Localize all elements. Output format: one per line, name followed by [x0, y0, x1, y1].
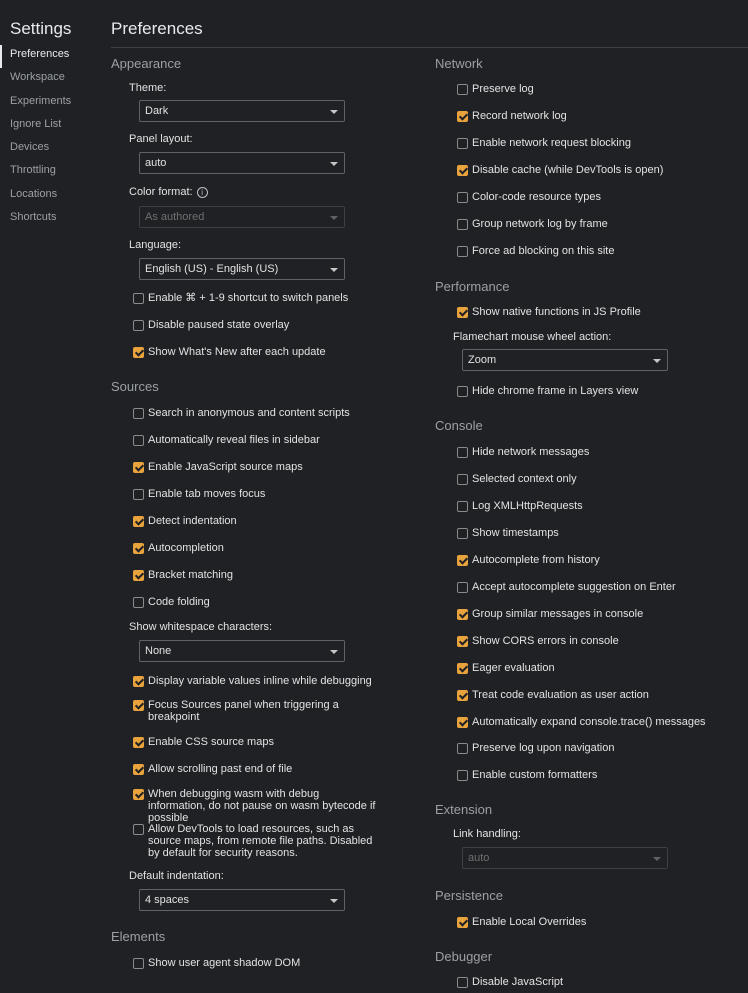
checkbox-unchecked-icon[interactable]: [457, 246, 468, 257]
checkbox-automatically-reveal-files-in-sidebar[interactable]: [133, 434, 383, 446]
panel-layout-select[interactable]: [139, 152, 345, 174]
checkbox-label: Enable CSS source maps: [148, 736, 274, 748]
checkbox-checked-icon[interactable]: [133, 789, 144, 800]
checkbox-label: Hide network messages: [472, 446, 590, 458]
checkbox-checked-icon[interactable]: [457, 636, 468, 647]
checkbox-checked-icon[interactable]: [457, 717, 468, 728]
checkbox-code-folding[interactable]: [133, 596, 383, 608]
section-title-elements: Elements: [111, 929, 166, 944]
checkbox-label: Autocompletion: [148, 542, 224, 554]
settings-sidebar: [0, 0, 88, 993]
checkbox-automatically-expand-console-trace-messa[interactable]: [457, 716, 737, 728]
color-format-label-text: Color format:: [129, 186, 193, 198]
checkbox-label: Enable tab moves focus: [148, 488, 266, 500]
checkbox-show-native-functions-in-js-profile[interactable]: [457, 306, 727, 318]
link-handling-select: [462, 847, 668, 869]
checkbox-unchecked-icon[interactable]: [457, 770, 468, 781]
checkbox-autocomplete-from-history[interactable]: [457, 554, 737, 566]
checkbox-label: Eager evaluation: [472, 662, 555, 674]
sidebar-item-preferences[interactable]: Preferences: [0, 45, 88, 68]
checkbox-checked-icon[interactable]: [133, 543, 144, 554]
checkbox-checked-icon[interactable]: [133, 700, 144, 711]
checkbox-disable-javascript[interactable]: [457, 976, 727, 988]
section-title-persistence: Persistence: [435, 888, 503, 903]
chevron-down-icon: [330, 216, 338, 220]
checkbox-unchecked-icon[interactable]: [457, 192, 468, 203]
checkbox-label: Detect indentation: [148, 515, 237, 527]
checkbox-show-what-s-new-after-each-update[interactable]: [133, 346, 373, 358]
checkbox-unchecked-icon[interactable]: [457, 743, 468, 754]
section-title-console: Console: [435, 418, 483, 433]
chevron-down-icon: [330, 899, 338, 903]
section-title-sources: Sources: [111, 379, 159, 394]
checkbox-label: Show CORS errors in console: [472, 635, 619, 647]
checkbox-color-code-resource-types[interactable]: [457, 191, 727, 203]
sidebar-item-locations[interactable]: Locations: [10, 187, 58, 200]
panel-layout-select-value: auto: [145, 157, 167, 169]
page-title: Preferences: [111, 19, 203, 38]
whitespace-select[interactable]: [139, 640, 345, 662]
checkbox-label: Enable custom formatters: [472, 769, 598, 781]
color-format-select: [139, 206, 345, 228]
checkbox-unchecked-icon[interactable]: [133, 435, 144, 446]
flamechart-select[interactable]: [462, 349, 668, 371]
checkbox-focus-sources-panel-when-triggering-a-br[interactable]: [133, 699, 378, 723]
chevron-down-icon: [653, 857, 661, 861]
checkbox-treat-code-evaluation-as-user-action[interactable]: [457, 689, 737, 701]
chevron-down-icon: [330, 110, 338, 114]
checkbox-enable-1-9-shortcut-to-switch-panels[interactable]: [133, 292, 373, 304]
title-divider: [111, 47, 748, 48]
section-title-performance: Performance: [435, 279, 510, 294]
section-title-debugger: Debugger: [435, 949, 493, 964]
checkbox-label: Focus Sources panel when triggering a breakpoint: [148, 699, 339, 723]
chevron-down-icon: [330, 162, 338, 166]
checkbox-unchecked-icon[interactable]: [457, 474, 468, 485]
panel-layout-label: Panel layout:: [129, 133, 193, 145]
checkbox-label: Disable JavaScript: [472, 976, 564, 988]
checkbox-checked-icon[interactable]: [457, 690, 468, 701]
checkbox-eager-evaluation[interactable]: [457, 662, 737, 674]
checkbox-hide-chrome-frame-in-layers-view[interactable]: [457, 385, 727, 397]
checkbox-checked-icon[interactable]: [133, 676, 144, 687]
checkbox-search-in-anonymous-and-content-scripts[interactable]: [133, 407, 383, 419]
checkbox-preserve-log[interactable]: [457, 83, 727, 95]
checkbox-checked-icon[interactable]: [457, 165, 468, 176]
checkbox-label: Selected context only: [472, 473, 577, 485]
checkbox-checked-icon[interactable]: [457, 555, 468, 566]
theme-select-value: Dark: [145, 105, 169, 117]
sidebar-item-devices[interactable]: Devices: [10, 141, 50, 154]
checkbox-unchecked-icon[interactable]: [133, 320, 144, 331]
checkbox-label: Bracket matching: [148, 569, 233, 581]
checkbox-unchecked-icon[interactable]: [133, 824, 144, 835]
checkbox-record-network-log[interactable]: [457, 110, 727, 122]
checkbox-unchecked-icon[interactable]: [133, 489, 144, 500]
checkbox-unchecked-icon[interactable]: [457, 386, 468, 397]
checkbox-detect-indentation[interactable]: [133, 515, 383, 527]
theme-label: Theme:: [129, 82, 167, 94]
checkbox-unchecked-icon[interactable]: [457, 219, 468, 230]
language-select[interactable]: [139, 258, 345, 280]
checkbox-hide-network-messages[interactable]: [457, 446, 737, 458]
checkbox-enable-tab-moves-focus[interactable]: [133, 488, 383, 500]
chevron-down-icon: [653, 359, 661, 363]
checkbox-checked-icon[interactable]: [133, 462, 144, 473]
sidebar-item-workspace[interactable]: Workspace: [10, 71, 65, 84]
indentation-label: Default indentation:: [129, 870, 224, 882]
section-title-network: Network: [435, 56, 483, 71]
checkbox-label: Disable cache (while DevTools is open): [472, 164, 664, 176]
checkbox-label: Disable paused state overlay: [148, 319, 290, 331]
sidebar-item-shortcuts[interactable]: Shortcuts: [10, 211, 57, 224]
checkbox-label: Show user agent shadow DOM: [148, 957, 301, 969]
whitespace-label: Show whitespace characters:: [129, 621, 273, 633]
checkbox-unchecked-icon[interactable]: [133, 597, 144, 608]
checkbox-preserve-log-upon-navigation[interactable]: [457, 742, 737, 754]
checkbox-unchecked-icon[interactable]: [457, 138, 468, 149]
checkbox-label: Code folding: [148, 596, 210, 608]
preferences-panel: [88, 0, 748, 993]
checkbox-checked-icon[interactable]: [133, 347, 144, 358]
link-handling-label: Link handling:: [453, 828, 521, 840]
checkbox-checked-icon[interactable]: [457, 663, 468, 674]
checkbox-display-variable-values-inline-while-deb[interactable]: [133, 675, 378, 687]
checkbox-allow-scrolling-past-end-of-file[interactable]: [133, 763, 378, 775]
checkbox-checked-icon[interactable]: [457, 111, 468, 122]
sidebar-item-ignore-list[interactable]: Ignore List: [10, 117, 62, 130]
sidebar-item-experiments[interactable]: Experiments: [10, 94, 72, 107]
color-format-select-value: As authored: [145, 211, 205, 223]
checkbox-label: Show What's New after each update: [148, 346, 326, 358]
checkbox-label: Preserve log: [472, 83, 534, 95]
checkbox-show-user-agent-shadow-dom[interactable]: [133, 957, 383, 969]
checkbox-label: Show timestamps: [472, 527, 559, 539]
checkbox-enable-network-request-blocking[interactable]: [457, 137, 727, 149]
flamechart-label: Flamechart mouse wheel action:: [453, 331, 612, 343]
checkbox-unchecked-icon[interactable]: [133, 293, 144, 304]
checkbox-enable-custom-formatters[interactable]: [457, 769, 737, 781]
chevron-down-icon: [330, 268, 338, 272]
checkbox-label: Treat code evaluation as user action: [472, 689, 649, 701]
checkbox-checked-icon[interactable]: [457, 307, 468, 318]
checkbox-log-xmlhttprequests[interactable]: [457, 500, 737, 512]
checkbox-unchecked-icon[interactable]: [457, 84, 468, 95]
color-format-label: [129, 186, 208, 198]
checkbox-enable-javascript-source-maps[interactable]: [133, 461, 383, 473]
checkbox-bracket-matching[interactable]: [133, 569, 383, 581]
checkbox-label: Record network log: [472, 110, 567, 122]
checkbox-show-timestamps[interactable]: [457, 527, 737, 539]
checkbox-when-debugging-wasm-with-debug-informati[interactable]: [133, 788, 378, 824]
checkbox-unchecked-icon[interactable]: [457, 501, 468, 512]
checkbox-allow-devtools-to-load-resources-such-as[interactable]: [133, 823, 378, 859]
checkbox-disable-cache-while-devtools-is-open[interactable]: [457, 164, 727, 176]
checkbox-unchecked-icon[interactable]: [133, 408, 144, 419]
theme-select[interactable]: [139, 100, 345, 122]
checkbox-unchecked-icon[interactable]: [457, 447, 468, 458]
checkbox-label: Group network log by frame: [472, 218, 608, 230]
checkbox-unchecked-icon[interactable]: [457, 528, 468, 539]
indentation-select-value: 4 spaces: [145, 894, 190, 906]
whitespace-select-value: None: [145, 645, 172, 657]
checkbox-checked-icon[interactable]: [457, 609, 468, 620]
link-handling-select-value: auto: [468, 852, 490, 864]
checkbox-group-network-log-by-frame[interactable]: [457, 218, 727, 230]
settings-nav: [0, 45, 88, 231]
checkbox-label: Force ad blocking on this site: [472, 245, 615, 257]
checkbox-checked-icon[interactable]: [457, 917, 468, 928]
checkbox-label: Enable JavaScript source maps: [148, 461, 303, 473]
checkbox-label: Color-code resource types: [472, 191, 602, 203]
checkbox-label: When debugging wasm with debug information, do not pause on wasm bytecode if possible: [148, 788, 376, 824]
checkbox-label: Autocomplete from history: [472, 554, 600, 566]
checkbox-selected-context-only[interactable]: [457, 473, 737, 485]
checkbox-unchecked-icon[interactable]: [457, 977, 468, 988]
checkbox-unchecked-icon[interactable]: [133, 958, 144, 969]
checkbox-group-similar-messages-in-console[interactable]: [457, 608, 737, 620]
section-title-extension: Extension: [435, 802, 493, 817]
checkbox-checked-icon[interactable]: [133, 764, 144, 775]
checkbox-label: Group similar messages in console: [472, 608, 644, 620]
checkbox-checked-icon[interactable]: [133, 516, 144, 527]
language-select-value: English (US) - English (US): [145, 263, 279, 275]
section-title-appearance: Appearance: [111, 56, 182, 71]
checkbox-unchecked-icon[interactable]: [457, 582, 468, 593]
sidebar-item-throttling[interactable]: Throttling: [10, 164, 56, 177]
checkbox-label: Search in anonymous and content scripts: [148, 407, 350, 419]
checkbox-label: Enable network request blocking: [472, 137, 631, 149]
indentation-select[interactable]: [139, 889, 345, 911]
info-icon[interactable]: i: [197, 187, 208, 198]
checkbox-disable-paused-state-overlay[interactable]: [133, 319, 373, 331]
chevron-down-icon: [330, 650, 338, 654]
flamechart-select-value: Zoom: [468, 354, 497, 366]
checkbox-label: Show native functions in JS Profile: [472, 306, 641, 318]
checkbox-label: Enable Local Overrides: [472, 916, 587, 928]
checkbox-label: Display variable values inline while debugging: [148, 675, 372, 687]
checkbox-show-cors-errors-in-console[interactable]: [457, 635, 737, 647]
checkbox-checked-icon[interactable]: [133, 570, 144, 581]
checkbox-enable-local-overrides[interactable]: [457, 916, 727, 928]
checkbox-label: Automatically reveal files in sidebar: [148, 434, 320, 446]
settings-title: Settings: [10, 19, 72, 38]
checkbox-autocompletion[interactable]: [133, 542, 383, 554]
checkbox-label: Allow scrolling past end of file: [148, 763, 293, 775]
checkbox-accept-autocomplete-suggestion-on-enter[interactable]: [457, 581, 737, 593]
checkbox-checked-icon[interactable]: [133, 737, 144, 748]
checkbox-enable-css-source-maps[interactable]: [133, 736, 378, 748]
checkbox-label: Preserve log upon navigation: [472, 742, 615, 754]
checkbox-label: Hide chrome frame in Layers view: [472, 385, 639, 397]
language-label: Language:: [129, 239, 181, 251]
checkbox-label: Allow DevTools to load resources, such as source maps, from remote file paths. Disabled by default for security reasons.: [148, 823, 373, 859]
checkbox-force-ad-blocking-on-this-site[interactable]: [457, 245, 727, 257]
checkbox-label: Automatically expand console.trace() messages: [472, 716, 706, 728]
checkbox-label: Enable ⌘ + 1-9 shortcut to switch panels: [148, 292, 349, 304]
checkbox-label: Accept autocomplete suggestion on Enter: [472, 581, 676, 593]
checkbox-label: Log XMLHttpRequests: [472, 500, 583, 512]
